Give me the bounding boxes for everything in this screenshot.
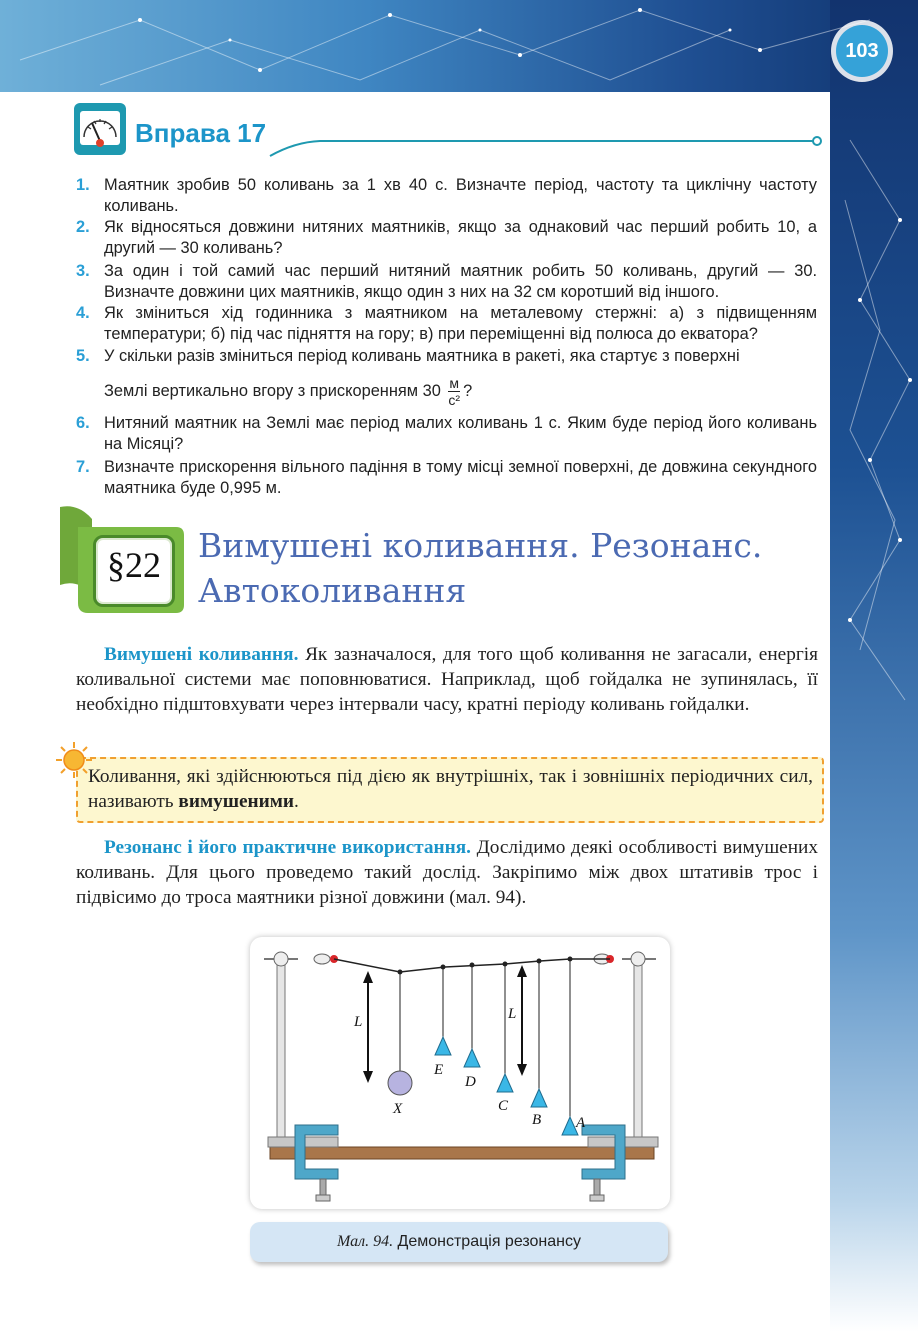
- fraction-denominator: с²: [448, 392, 461, 408]
- task-text: Нитяний маятник на Землі має період малих коливань 1 с. Яким буде період його коливань на Місяці?: [104, 414, 817, 453]
- task-item: [76, 346, 821, 414]
- gauge-icon: [74, 103, 126, 155]
- label-L-right: L: [508, 1006, 517, 1022]
- section-title-line1: Вимушені коливання. Резонанс.: [198, 526, 763, 565]
- fraction-unit: [448, 375, 460, 408]
- caption-text: Демонстрація резонансу: [393, 1233, 581, 1250]
- task-text: Як відносяться довжини нитяних маятників, якщо за однаковий час перший робить 10, а другий — 30 коливань?: [104, 218, 817, 257]
- exercise-title: Вправа 17: [135, 118, 267, 148]
- fraction-numerator: м: [449, 375, 460, 391]
- paragraph-forced-oscillations: [76, 642, 818, 717]
- label-A: A: [576, 1115, 586, 1131]
- definition-body: Коливання, які здійснюються під дією як внутрішніх, так і зовнішніх періодичних сил, називають: [88, 766, 813, 812]
- label-L-left: L: [354, 1014, 363, 1030]
- section-title: [198, 523, 818, 613]
- label-B: B: [532, 1112, 542, 1128]
- paragraph-resonance: [76, 835, 818, 910]
- task-text: Маятник зробив 50 коливань за 1 хв 40 с. Визначте період, частоту та циклічну частоту коливань.: [104, 176, 817, 215]
- figure-caption: [250, 1222, 668, 1262]
- section-number: §22: [107, 545, 161, 585]
- task-number: 5.: [76, 347, 90, 365]
- task-number: 1.: [76, 176, 90, 194]
- label-E: E: [434, 1062, 444, 1078]
- task-text: Як зміниться хід годинника з маятником на металевому стержні: а) з підвищенням температури; б) під час підняття на гору; в) при переміщенні від полюса до екватора?: [104, 304, 817, 343]
- task-text: [104, 346, 817, 408]
- paragraph-text: Як зазначалося, для того щоб коливання не загасали, енергія коливальної системи має поповнюватися. Наприклад, щоб гойдалка не зупинялась, її необхідно підштовхувати через інтервали часу, кратні періоду коливань гойдалки.: [76, 644, 818, 715]
- task-number: 2.: [76, 218, 90, 236]
- label-D: D: [465, 1074, 476, 1090]
- task-number: 3.: [76, 262, 90, 280]
- task-text-line1: У скільки разів зміниться період коливань маятника в ракеті, яка стартує з поверхні: [104, 347, 740, 365]
- task-text-end: ?: [463, 381, 473, 400]
- definition-end: .: [294, 791, 299, 812]
- paragraph-lead: Вимушені коливання.: [104, 644, 299, 665]
- pendulum-diagram: [250, 937, 670, 1209]
- task-number: 7.: [76, 458, 90, 476]
- figure-resonance-demo: [250, 937, 670, 1209]
- definition-text: [88, 764, 813, 814]
- caption-prefix: Мал. 94.: [336, 1233, 394, 1250]
- task-text: Визначте прискорення вільного падіння в тому місці земної поверхні, де довжина секундного маятника буде 0,995 м.: [104, 458, 817, 497]
- paragraph-lead: Резонанс і його практичне використання.: [104, 837, 472, 858]
- task-text: За один і той самий час перший нитяний маятник робить 50 коливань, другий — 30. Визначте довжини цих маятників, якщо один з них на 32 см коротший від іншого.: [104, 262, 817, 301]
- label-X: X: [393, 1101, 403, 1117]
- section-title-line2: Автоколивання: [198, 571, 467, 610]
- definition-term: вимушеними: [178, 791, 295, 812]
- task-number: 4.: [76, 304, 90, 322]
- label-C: C: [498, 1098, 509, 1114]
- paragraph-text: Дослідимо деякі особливості вимушених коливань. Для цього проведемо такий дослід. Закріпимо між двох штативів трос і підвісимо до троса маятники різної довжини (мал. 94).: [76, 837, 819, 908]
- page-number: 103: [836, 25, 888, 77]
- task-text-line2: Землі вертикально вгору з прискоренням 30: [104, 381, 441, 400]
- task-number: 6.: [76, 414, 90, 432]
